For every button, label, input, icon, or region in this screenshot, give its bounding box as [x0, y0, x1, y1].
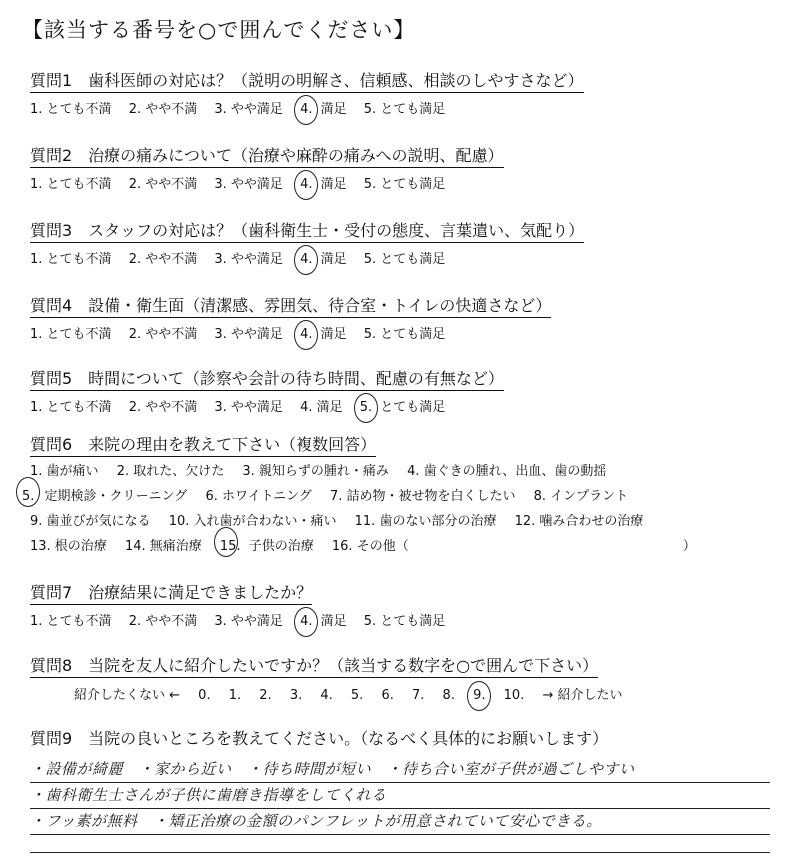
- options-row-4: [30, 534, 770, 559]
- option-1[interactable]: 1. とても不満: [30, 400, 112, 415]
- question-4-title: 質問4 設備・衛生面（清潔感、雰囲気、待合室・トイレの快適さなど）: [30, 293, 551, 318]
- option-8[interactable]: 8. インプラント: [533, 489, 629, 504]
- option-4-label: 満足: [320, 614, 347, 629]
- option-10[interactable]: 10. 入れ歯が合わない・痛い: [168, 514, 337, 529]
- option-5-circled[interactable]: 5.: [359, 400, 373, 415]
- option-1[interactable]: 1. とても不満: [30, 252, 112, 267]
- question-1: [30, 68, 770, 117]
- option-5-circled[interactable]: 5.: [22, 484, 34, 509]
- option-4-label: 満足: [320, 252, 347, 267]
- question-4: [30, 293, 770, 342]
- scale-10[interactable]: 10.: [503, 688, 525, 703]
- option-4[interactable]: 4. 歯ぐきの腫れ、出血、歯の動揺: [407, 464, 607, 479]
- scale-3[interactable]: 3.: [289, 688, 303, 703]
- question-2: [30, 143, 770, 192]
- option-2[interactable]: 2. やや不満: [128, 177, 198, 192]
- option-4-circled[interactable]: 4.: [300, 102, 313, 117]
- question-6-options: [22, 459, 770, 559]
- options-row-3: [30, 509, 770, 534]
- page-title: 【該当する番号を○で囲んでください】: [22, 18, 416, 42]
- question-3-options: [30, 248, 770, 267]
- option-2[interactable]: 2. やや不満: [128, 102, 198, 117]
- option-3[interactable]: 3. やや満足: [214, 614, 283, 629]
- option-1[interactable]: 1. とても不満: [30, 327, 112, 342]
- question-6: [22, 432, 770, 559]
- option-3[interactable]: 3. 親知らずの腫れ・痛み: [242, 464, 389, 479]
- question-5-options: [30, 396, 770, 415]
- option-15-circled[interactable]: 15.: [220, 534, 241, 559]
- handwritten-answer-line-1[interactable]: ・設備が綺麗 ・家から近い ・待ち時間が短い ・待ち合い室が子供が過ごしやすい: [30, 756, 770, 783]
- question-7-options: [30, 610, 770, 629]
- option-11[interactable]: 11. 歯のない部分の治療: [354, 514, 497, 529]
- option-5[interactable]: 5. とても満足: [363, 327, 446, 342]
- option-4-circled[interactable]: 4.: [300, 177, 313, 192]
- question-5-title: 質問5 時間について（診察や会計の待ち時間、配慮の有無など）: [30, 366, 504, 391]
- option-4-circled[interactable]: 4.: [300, 614, 313, 629]
- option-3[interactable]: 3. やや満足: [214, 252, 283, 267]
- options-row-2: [22, 484, 770, 509]
- scale-4[interactable]: 4.: [320, 688, 333, 703]
- option-2[interactable]: 2. やや不満: [128, 400, 198, 415]
- question-4-options: [30, 323, 770, 342]
- option-4-circled[interactable]: 4.: [300, 327, 313, 342]
- scale-2[interactable]: 2.: [259, 688, 272, 703]
- scale-0[interactable]: 0.: [198, 688, 211, 703]
- option-1[interactable]: 1. 歯が痛い: [30, 464, 99, 479]
- scale-left-label: 紹介したくない ←: [74, 688, 181, 703]
- option-4-label: 満足: [320, 177, 347, 192]
- option-5[interactable]: 5. とても満足: [363, 614, 446, 629]
- scale-7[interactable]: 7.: [412, 688, 425, 703]
- option-16[interactable]: 16. その他（: [331, 539, 409, 554]
- question-3: [30, 218, 770, 267]
- option-2[interactable]: 2. 取れた、欠けた: [116, 464, 225, 479]
- question-2-options: [30, 173, 770, 192]
- question-9: [30, 726, 770, 750]
- question-7-title: 質問7 治療結果に満足できましたか？: [30, 580, 312, 605]
- options-row-1: [30, 459, 770, 484]
- option-2[interactable]: 2. やや不満: [128, 327, 198, 342]
- option-14[interactable]: 14. 無痛治療: [124, 539, 202, 554]
- option-13[interactable]: 13. 根の治療: [30, 539, 107, 554]
- option-3[interactable]: 3. やや満足: [214, 400, 283, 415]
- question-9-title: 質問9 当院の良いところを教えてください。（なるべく具体的にお願いします）: [30, 729, 609, 748]
- option-4-circled[interactable]: 4.: [300, 252, 313, 267]
- option-3[interactable]: 3. やや満足: [214, 327, 283, 342]
- scale-right-label: → 紹介したい: [542, 688, 623, 703]
- question-8-scale: [74, 684, 770, 703]
- question-1-title: 質問1 歯科医師の対応は？（説明の明解さ、信頼感、相談のしやすさなど）: [30, 68, 584, 93]
- question-8: [30, 653, 770, 703]
- option-15-label: 子供の治療: [248, 539, 314, 554]
- option-1[interactable]: 1. とても不満: [30, 614, 112, 629]
- blank-answer-line[interactable]: [30, 828, 770, 853]
- option-3[interactable]: 3. やや満足: [214, 177, 283, 192]
- option-1[interactable]: 1. とても不満: [30, 177, 112, 192]
- option-2[interactable]: 2. やや不満: [128, 252, 198, 267]
- question-2-title: 質問2 治療の痛みについて（治療や麻酔の痛みへの説明、配慮）: [30, 143, 504, 168]
- option-4[interactable]: 4. 満足: [300, 400, 343, 415]
- scale-9-circled[interactable]: 9.: [473, 688, 486, 703]
- option-7[interactable]: 7. 詰め物・被せ物を白くしたい: [329, 489, 516, 504]
- option-5[interactable]: 5. とても満足: [363, 102, 446, 117]
- handwritten-answer-line-2[interactable]: ・歯科衛生士さんが子供に歯磨き指導をしてくれる: [30, 782, 770, 809]
- option-5-label: とても満足: [380, 400, 446, 415]
- option-4-label: 満足: [320, 327, 347, 342]
- scale-1[interactable]: 1.: [228, 688, 242, 703]
- option-5-label: 定期検診・クリーニング: [44, 489, 188, 504]
- option-4-label: 満足: [320, 102, 347, 117]
- question-8-title: 質問8 当院を友人に紹介したいですか？（該当する数字を○で囲んで下さい）: [30, 653, 598, 678]
- question-7: [30, 580, 770, 629]
- option-5[interactable]: 5. とても満足: [363, 252, 446, 267]
- option-12[interactable]: 12. 噛み合わせの治療: [514, 514, 644, 529]
- handwritten-answer-line-3[interactable]: ・フッ素が無料 ・矯正治療の金額のパンフレットが用意されていて安心できる。: [30, 808, 770, 835]
- scale-8[interactable]: 8.: [442, 688, 455, 703]
- scale-6[interactable]: 6.: [381, 688, 394, 703]
- question-1-options: [30, 98, 770, 117]
- option-2[interactable]: 2. やや不満: [128, 614, 198, 629]
- option-9[interactable]: 9. 歯並びが気になる: [30, 514, 151, 529]
- scale-5[interactable]: 5.: [350, 688, 364, 703]
- option-1[interactable]: 1. とても不満: [30, 102, 112, 117]
- option-6[interactable]: 6. ホワイトニング: [205, 489, 312, 504]
- question-5: [30, 366, 770, 415]
- question-3-title: 質問3 スタッフの対応は？（歯科衛生士・受付の態度、言葉遣い、気配り）: [30, 218, 584, 243]
- option-3[interactable]: 3. やや満足: [214, 102, 283, 117]
- option-16-close-paren: ）: [682, 539, 696, 554]
- question-6-title: 質問6 来院の理由を教えて下さい（複数回答）: [30, 432, 376, 457]
- option-5[interactable]: 5. とても満足: [363, 177, 446, 192]
